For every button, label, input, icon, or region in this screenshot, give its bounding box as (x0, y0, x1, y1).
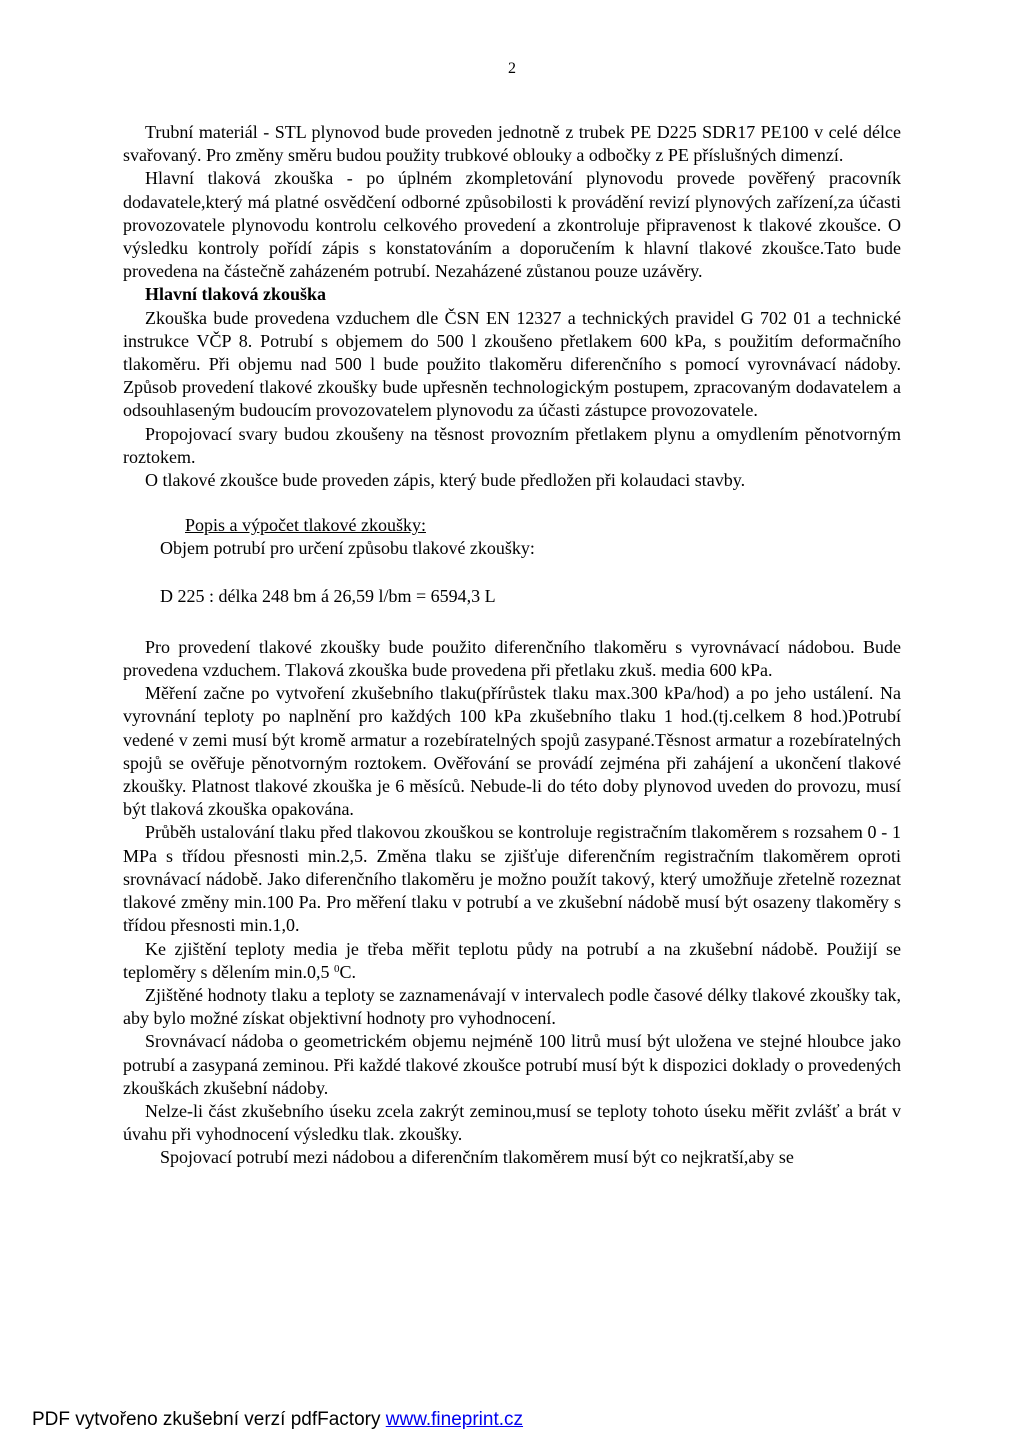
temperature-text: Ke zjištění teploty media je třeba měřit teplotu půdy na potrubí a na zkušební nádobě. Použijí se teploměry s dělením min.0,5 (123, 938, 901, 982)
paragraph-protocol: O tlakové zkoušce bude proveden zápis, který bude předložen při kolaudaci stavby. (145, 470, 746, 491)
paragraph-welds: Propojovací svary budou zkoušeny na těsnost provozním přetlakem plynu a omydlením pěnotvorným roztokem. (123, 423, 901, 467)
section-heading-main-test: Hlavní tlaková zkouška (145, 284, 327, 305)
paragraph-measurement: Měření začne po vytvoření zkušebního tlaku(přírůstek tlaku max.300 kPa/hod) a po jeho ustálení. Na vyrovnání teploty po naplnění pro každých 100 kPa zkušebního tlaku 1 hod.(tj.celkem 8 hod.)Potrubí vedené v zemi musí být kromě armatur a rozebíratelných spojů zasypané.Těsnost armatur a rozebíratelných spojů se ověřuje pěnotvorným roztokem. Ověřování se provádí zejména při zahájení a ukončení tlakové zkoušky. Platnost tlakové zkouška je 6 měsíců. Nebude-li do této doby plynovod uveden do provozu, musí být tlaková zkouška opakována. (123, 683, 901, 820)
footer-text: PDF vytvořeno zkušební verzí pdfFactory (32, 1409, 386, 1430)
temperature-unit: C. (339, 961, 356, 982)
footer-link[interactable]: www.fineprint.cz (385, 1409, 524, 1430)
paragraph-connecting-pipe: Spojovací potrubí mezi nádobou a diferenčním tlakoměrem musí být co nejkratší,aby se (160, 1147, 794, 1168)
paragraph-material: Trubní materiál - STL plynovod bude proveden jednotně z trubek PE D225 SDR17 PE100 v celé délce svařovaný. Pro změny směru budou použity trubkové oblouky a odbočky z PE příslušných dimenzí. (123, 122, 901, 166)
degree-superscript: 0 (333, 962, 340, 975)
page-number: 2 (508, 60, 516, 77)
document-body (123, 121, 901, 1170)
paragraph-temperature (123, 938, 901, 984)
volume-calculation: D 225 : délka 248 bm á 26,59 l/bm = 6594,3 L (160, 585, 496, 606)
pdf-watermark-footer (32, 1409, 523, 1431)
paragraph-main-test-intro: Hlavní tlaková zkouška - po úplném zkompletování plynovodu provede pověřený pracovník dodavatele,který má platné osvědčení odborné způsobilosti k provádění revizí plynových zařízení,za účasti provozovatele plynovodu kontrolu celkového provedení a zkontroluje připravenost k tlakové zkoušce. O výsledku kontroly pořídí zápis s konstatováním a doporučením k hlavní tlakové zkoušce.Tato bude provedena na částečně zaházeném potrubí. Nezaházené zůstanou pouze uzávěry. (123, 168, 901, 282)
paragraph-reference-vessel: Srovnávací nádoba o geometrickém objemu nejméně 100 litrů musí být uložena ve stejné hloubce jako potrubí a zasypaná zeminou. Při každé tlakové zkoušce potrubí musí být k dispozici doklady o provedených zkouškách zkušební nádoby. (123, 1031, 901, 1098)
paragraph-pressure-stabilization: Průběh ustalování tlaku před tlakovou zkouškou se kontroluje registračním tlakoměrem s rozsahem 0 - 1 MPa s třídou přesnosti min.2,5. Změna tlaku se zjišťuje diferenčním registračním tlakoměrem oproti srovnávací nádobě. Jako diferenčního tlakoměru je možno použít takový, který umožňuje zřetelně rozeznat tlakové změny min.100 Pa. Pro měření tlaku v potrubí a ve zkušební nádobě musí být osazeny tlakoměry s třídou přesnosti min.1,0. (123, 822, 901, 936)
volume-label: Objem potrubí pro určení způsobu tlakové zkoušky: (160, 538, 535, 559)
paragraph-differential-gauge: Pro provedení tlakové zkoušky bude použito diferenčního tlakoměru s vyrovnávací nádobou. Bude provedena vzduchem. Tlaková zkouška bude provedena při přetlaku zkuš. media 600 kPa. (123, 636, 901, 681)
paragraph-uncovered-section: Nelze-li část zkušebního úseku zcela zakrýt zeminou,musí se teploty tohoto úseku měřit zvlášť a brát v úvahu při vyhodnocení výsledku tlak. zkoušky. (123, 1100, 901, 1145)
subheading-test-description: Popis a výpočet tlakové zkoušky: (185, 515, 426, 536)
paragraph-test-method: Zkouška bude provedena vzduchem dle ČSN EN 12327 a technických pravidel G 702 01 a technické instrukce VČP 8. Potrubí s objemem do 500 l zkoušeno přetlakem 600 kPa, s použitím deformačního tlakoměru. Při objemu nad 500 l bude použito tlakoměru diferenčního s pomocí vyrovnávací nádoby. Způsob provedení tlakové zkoušky bude upřesněn technologickým postupem, zpracovaným dodavatelem a odsouhlaseným budoucím provozovatelem plynovodu za účasti zástupce provozovatele. (123, 307, 901, 421)
paragraph-recorded-values: Zjištěné hodnoty tlaku a teploty se zaznamenávají v intervalech podle časové délky tlakové zkoušky tak, aby bylo možné získat objektivní hodnoty pro vyhodnocení. (123, 984, 901, 1029)
